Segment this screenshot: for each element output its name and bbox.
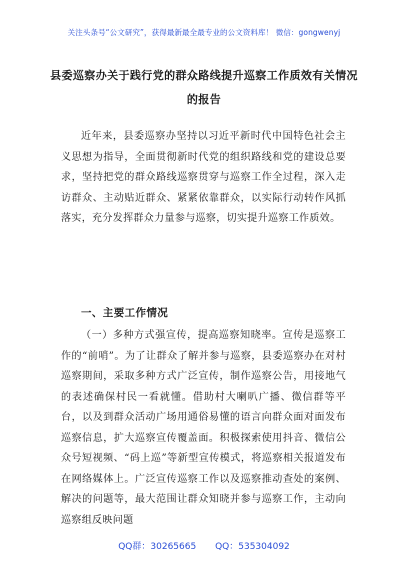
- footer-contact: [0, 539, 408, 552]
- header-banner: 关注头条号“公文研究”，获得最新最全最专业的公文资料库！ 微信：gongwenyj: [67, 28, 341, 37]
- qq-number-label: QQ：535304092: [215, 542, 290, 552]
- qq-group-label: QQ群：30265665: [118, 542, 197, 552]
- document-title: 县委巡察办关于践行党的群众路线提升巡察工作质效有关情况的报告: [50, 69, 358, 106]
- sub-paragraph: （一）多种方式强宣传，提高巡察知晓率。宣传是巡察工作的“前哨”。为了让群众了解并参与巡察，县委巡察办在对村巡察期间，采取多种方式广泛宣传，制作巡察公告，用接地气的表述确保村民一看就懂。借助村大喇叭广播、微信群等平台，以及到群众活动广场用通俗易懂的语言向群众面对面发布巡察信息，扩大巡察宣传覆盖面。积极探索使用抖音、微信公众号短视频、“码上巡”等新型宣传模式，将巡察相关报道发布在网络媒体上。广泛宣传巡察工作以及巡察推动查处的案例、解决的问题等，最大范围让群众知晓并参与巡察工作，主动向巡察组反映问题: [61, 330, 346, 526]
- section-heading: 一、主要工作情况: [81, 307, 169, 319]
- intro-paragraph: 近年来，县委巡察办坚持以习近平新时代中国特色社会主义思想为指导，全面贯彻新时代党的组织路线和党的建设总要求，坚持把党的群众路线巡察贯穿与巡察工作全过程，深入走访群众、主动贴近群众、紧紧依靠群众，以实际行动转作风抓落实，充分发挥群众力量参与巡察，切实提升巡察工作质效。: [61, 131, 346, 224]
